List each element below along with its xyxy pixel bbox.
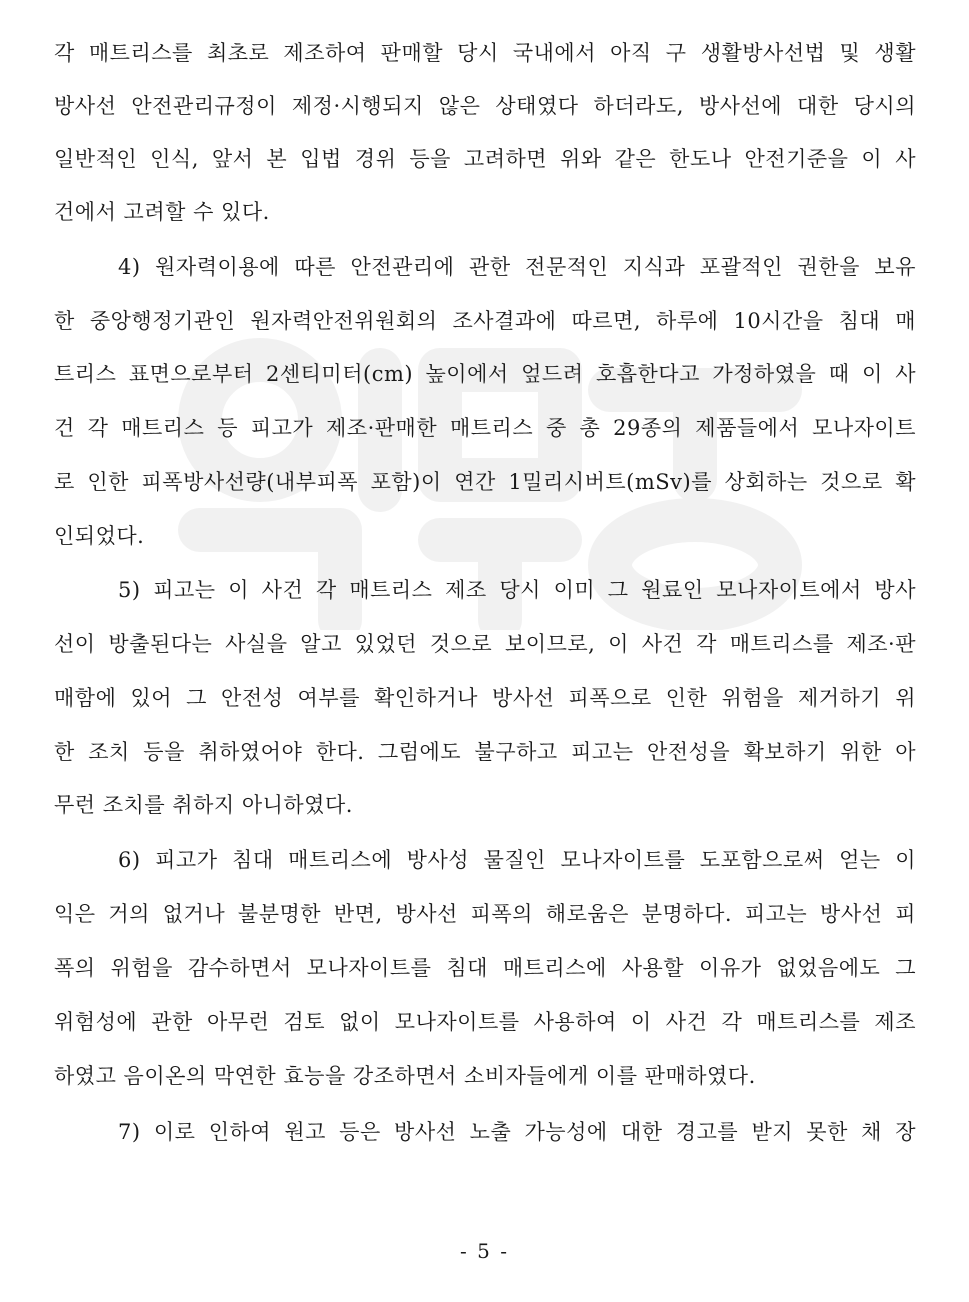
text-line: 인되었다. bbox=[54, 524, 145, 548]
text-line: 선이 방출된다는 사실을 알고 있었던 것으로 보이므로, 이 사건 각 매트리스를 제조·판 bbox=[54, 632, 916, 656]
paragraph-7-first-line: 7) 이로 인하여 원고 등은 방사선 노출 가능성에 대한 경고를 받지 못한 채 장 bbox=[118, 1120, 916, 1144]
paragraph-6-first-line: 6) 피고가 침대 매트리스에 방사성 물질인 모나자이트를 도포함으로써 얻는 이 bbox=[118, 848, 916, 872]
text-line: 매함에 있어 그 안전성 여부를 확인하거나 방사선 피폭으로 인한 위험을 제거하기 위 bbox=[54, 686, 916, 710]
text-line: 한 중앙행정기관인 원자력안전위원회의 조사결과에 따르면, 하루에 10시간을 침대 매 bbox=[54, 309, 916, 333]
text-line: 일반적인 인식, 앞서 본 입법 경위 등을 고려하면 위와 같은 한도나 안전기준을 이 사 bbox=[54, 147, 916, 171]
text-line: 한 조치 등을 취하였어야 한다. 그럼에도 불구하고 피고는 안전성을 확보하기 위한 아 bbox=[54, 740, 916, 764]
text-line: 무런 조치를 취하지 아니하였다. bbox=[54, 793, 353, 817]
page-number: - 5 - bbox=[460, 1239, 509, 1263]
text-line: 각 매트리스를 최초로 제조하여 판매할 당시 국내에서 아직 구 생활방사선법 및 생활 bbox=[54, 41, 916, 65]
text-line: 익은 거의 없거나 불분명한 반면, 방사선 피폭의 해로움은 분명하다. 피고는 방사선 피 bbox=[54, 902, 916, 926]
text-line: 위험성에 관한 아무런 검토 없이 모나자이트를 사용하여 이 사건 각 매트리스를 제조 bbox=[54, 1010, 916, 1034]
text-line: 건 각 매트리스 등 피고가 제조·판매한 매트리스 중 총 29종의 제품들에서 모나자이트 bbox=[54, 416, 916, 440]
text-line: 건에서 고려할 수 있다. bbox=[54, 200, 270, 224]
text-line: 로 인한 피폭방사선량(내부피폭 포함)이 연간 1밀리시버트(mSv)를 상회하는 것으로 확 bbox=[54, 470, 916, 494]
paragraph-5-first-line: 5) 피고는 이 사건 각 매트리스 제조 당시 이미 그 원료인 모나자이트에서 방사 bbox=[118, 578, 916, 602]
text-line: 폭의 위험을 감수하면서 모나자이트를 침대 매트리스에 사용할 이유가 없었음에도 그 bbox=[54, 956, 916, 980]
text-line: 방사선 안전관리규정이 제정·시행되지 않은 상태였다 하더라도, 방사선에 대한 당시의 bbox=[54, 94, 916, 118]
text-line: 트리스 표면으로부터 2센티미터(cm) 높이에서 엎드려 호흡한다고 가정하였을 때 이 사 bbox=[54, 362, 916, 386]
text-line: 하였고 음이온의 막연한 효능을 강조하면서 소비자들에게 이를 판매하였다. bbox=[54, 1064, 756, 1088]
paragraph-4-first-line: 4) 원자력이용에 따른 안전관리에 관한 전문적인 지식과 포괄적인 권한을 보유 bbox=[118, 255, 916, 279]
